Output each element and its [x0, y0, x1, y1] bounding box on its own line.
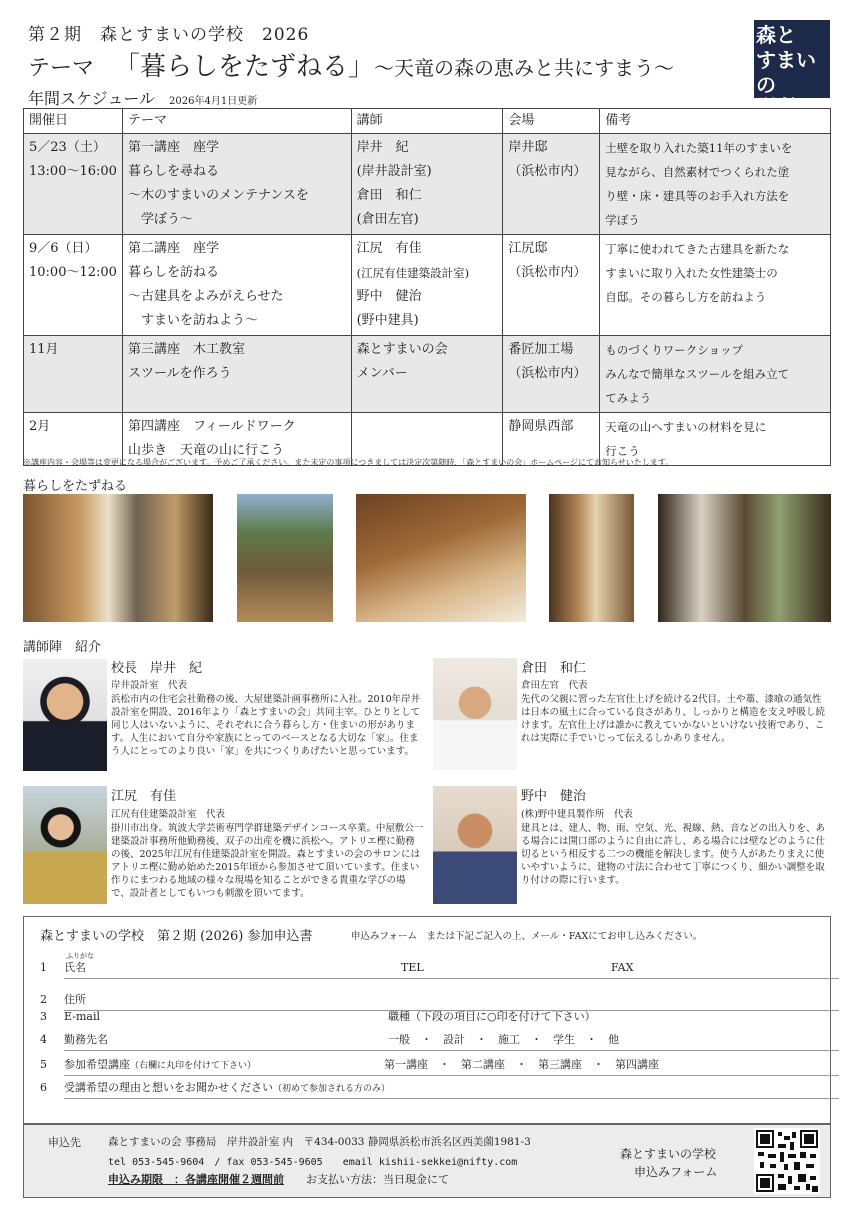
footer-address: 森とすまいの会 事務局 岸井設計室 内 〒434-0033 静岡県浜松市浜名区西美薗1981-3 [108, 1136, 531, 1148]
form-row-courses[interactable] [40, 1054, 839, 1076]
school-logo [754, 20, 830, 123]
row-number: 3 [40, 1010, 47, 1023]
footer-contact: tel 053-545-9604 / fax 053-545-9605 email kishii-sekkei@nifty.com [108, 1157, 518, 1168]
cell-theme: 第四講座 フィールドワーク 山歩き 天竜の山に行こう [122, 413, 351, 466]
cell-notes: ものづくりワークショップ みんなで簡単なスツールを組み立て てみよう [600, 336, 831, 413]
cell-notes: 天竜の山へすまいの材料を見に 行こう [600, 413, 831, 466]
forest-photo [237, 494, 333, 622]
row-number: 2 [40, 993, 47, 1006]
col-header-date: 開催日 [24, 109, 123, 134]
form-title: 森とすまいの学校 第２期 (2026) 参加申込書 [40, 929, 313, 944]
updated-date: 2026年4月1日更新 [169, 96, 258, 107]
occupation-label: 職種（下段の項目に○印を付けて下さい） [388, 1010, 596, 1023]
footer-label: 申込先 [48, 1136, 81, 1149]
lecturer-title: 倉田左官 代表 [521, 680, 588, 691]
lecturer-photo-ejiri [23, 786, 107, 904]
footer-payment: お支払い方法：当日現金にて [306, 1173, 449, 1186]
furigana-label: ふりがな [66, 952, 94, 960]
logo-line: 森と [756, 23, 796, 47]
table-row [24, 134, 831, 235]
cell-venue: 静岡県西部 [503, 413, 600, 466]
lecturer-title: 江尻有佳建築設計室 代表 [111, 809, 226, 820]
lecturer-bio: 浜松市内の住宅会社勤務の後、大屋建築計画事務所に入社。2010年岸井設計室を開設、2016年より「森とすまいの会」共同主宰。ひとりとして同じ人はいないように、それぞれに合う暮らし方・住まいの形があります。人生において自分や家族にとってのベースとなる大切な「家」。住まう人にとってのより良い「家」を共につくりあげたいと思っています。 [111, 694, 421, 757]
footer-form-link[interactable]: 申込みフォーム [634, 1165, 718, 1179]
lecturer-photo-kurata [433, 658, 517, 770]
row-label: E-mail [64, 1010, 100, 1023]
schedule-label: 年間スケジュール [28, 89, 156, 108]
lecturer-bio: 掛川市出身。筑波大学芸術専門学群建築デザインコース卒業。中屋敷公一建築設計事務所他勤務後、双子の出産を機に浜松へ。アトリエ樫に勤務の後、2025年江尻有佳建築設計室を開設。森とすまいの会のサロンにはアトリエ樫に勤め始めた2015年頃から参加させて頂いています。住まい作りにまつわる地域の様々な現場を知ることができる貴重な学びの場で、設計者としてもいつも刺激を頂いてます。 [111, 823, 424, 899]
col-header-notes: 備考 [600, 109, 831, 134]
photos-title: 暮らしをたずねる [23, 479, 128, 494]
lecturers-title: 講師陣 紹介 [23, 640, 102, 655]
cell-notes: 土壁を取り入れた築11年のすまいを 見ながら、自然素材でつくられた塗 り壁・床・建具等のお手入れ方法を 学ぼう [600, 134, 831, 235]
cell-theme: 第三講座 木工教室 スツールを作ろう [122, 336, 351, 413]
col-header-venue: 会場 [503, 109, 600, 134]
cell-theme: 第二講座 座学 暮らしを訪ねる 〜古建具をよみがえらせた すまいを訪ねよう〜 [122, 235, 351, 336]
cell-venue: 江尻邸 （浜松市内） [503, 235, 600, 336]
footer-form-title: 森とすまいの学校 [620, 1147, 717, 1161]
cell-lecturer: 岸井 紀 (岸井設計室) 倉田 和仁 (倉田左官) [351, 134, 503, 235]
shoji-doors-photo [658, 494, 831, 622]
contact-footer [23, 1124, 831, 1198]
row-number: 4 [40, 1033, 47, 1046]
cell-lecturer: 森とすまいの会 メンバー [351, 336, 503, 413]
house-interior-photo [23, 494, 213, 622]
wooden-ceiling-photo [356, 494, 526, 622]
qr-code-icon[interactable] [754, 1128, 820, 1194]
row-label: 受講希望の理由と想いをお聞かせください（初めて参加される方のみ） [64, 1081, 391, 1094]
cell-date: 2月 [24, 413, 123, 466]
form-row-workplace[interactable] [40, 1029, 839, 1051]
schedule-heading [28, 86, 257, 109]
cell-lecturer: 江尻 有佳 (江尻有佳建築設計室) 野中 健治 (野中建具) [351, 235, 503, 336]
footer-deadline: 申込み期限 ：各講座開催２週間前 [108, 1173, 284, 1186]
header-line1: 第２期 森とすまいの学校 2026 [28, 25, 310, 45]
logo-line: 学校 [756, 97, 802, 123]
occupation-options[interactable]: 一般 ・ 設計 ・ 施工 ・ 学生 ・ 他 [388, 1033, 619, 1046]
form-row-reason[interactable] [40, 1077, 839, 1099]
row-number: 1 [40, 961, 47, 974]
cell-notes: 丁寧に使われてきた古建具を新たな すまいに取り入れた女性建築士の 自邸。その暮らし方を訪ねよう [600, 235, 831, 336]
form-row-name[interactable] [40, 957, 839, 979]
fax-label: FAX [611, 961, 634, 974]
theme-title: 「暮らしをたずねる」 [114, 52, 375, 82]
course-options[interactable]: 第一講座 ・ 第二講座 ・ 第三講座 ・ 第四講座 [384, 1058, 659, 1071]
cell-date: 5／23（土） 13:00〜16:00 [24, 134, 123, 235]
lecturer-bio: 先代の父親に習った左官仕上げを続ける2代目。土や藁、漆喰の通気性は日本の風土に合っている良さがあり、しっかりと構造を支え呼吸し続けます。左官仕上げは誰かに教えていかないといけない技術であり、これは実際に手でいじって伝えるしかありません。 [521, 694, 826, 744]
lecturer-title: 岸井設計室 代表 [111, 680, 188, 691]
cell-theme: 第一講座 座学 暮らしを尋ねる 〜木のすまいのメンテナンスを 学ぼう〜 [122, 134, 351, 235]
cell-venue: 岸井邸 （浜松市内） [503, 134, 600, 235]
lecturer-title: (株)野中建具製作所 代表 [521, 809, 633, 820]
theme-heading [28, 46, 674, 83]
table-row [24, 235, 831, 336]
theme-subtitle: 〜天竜の森の恵みと共にすまう〜 [374, 56, 675, 80]
lecturer-photo-kishii [23, 659, 107, 771]
form-instructions: 申込みフォーム または下記ご記入の上、メール・FAXにてお申し込みください。 [351, 931, 703, 942]
row-label: 参加希望講座（右欄に丸印を付けて下さい） [64, 1058, 257, 1071]
lecturer-name: 野中 健治 [521, 789, 587, 804]
lecturer-photo-nonaka [433, 786, 517, 904]
theme-label: テーマ [28, 56, 95, 81]
hallway-photo [549, 494, 634, 622]
row-label: 住所 [64, 993, 86, 1006]
lecturer-name: 江尻 有佳 [111, 789, 177, 804]
qr-code-graphic [754, 1128, 820, 1194]
table-header-row [24, 109, 831, 134]
row-number: 6 [40, 1081, 47, 1094]
lecturer-name: 倉田 和仁 [521, 661, 587, 676]
tel-label: TEL [401, 961, 424, 974]
col-header-lecturer: 講師 [351, 109, 503, 134]
cell-date: 9／6（日） 10:00〜12:00 [24, 235, 123, 336]
schedule-table [23, 108, 831, 466]
form-row-email[interactable] [40, 1006, 839, 1028]
row-number: 5 [40, 1058, 47, 1071]
lecturer-name: 校長 岸井 紀 [111, 661, 203, 676]
col-header-theme: テーマ [122, 109, 351, 134]
row-label: 勤務先名 [64, 1033, 108, 1046]
logo-line: すまいの [756, 48, 816, 97]
application-form [23, 916, 831, 1124]
cell-venue: 番匠加工場 （浜松市内） [503, 336, 600, 413]
cell-date: 11月 [24, 336, 123, 413]
schedule-note: ※講座内容・会場等は変更になる場合がございます。予めご了承ください。また未定の事項につきましては決定次第随時、「森とすまいの会」ホームページにてお知らせいたします。 [23, 458, 674, 467]
row-label: 氏名 [64, 961, 86, 974]
lecturer-bio: 建具とは、建人、物、雨、空気、光、視線、熱、音などの出入りを、ある場合には開口部のように自由に許し、ある場合には壁などのように仕切るという相反する二つの機能を解決します。使う人があたりまえに使いやすいように、建物の寸法に合わせて丁寧につくり、細かい調整を取り付けの際に行います。 [521, 823, 826, 886]
table-row [24, 336, 831, 413]
